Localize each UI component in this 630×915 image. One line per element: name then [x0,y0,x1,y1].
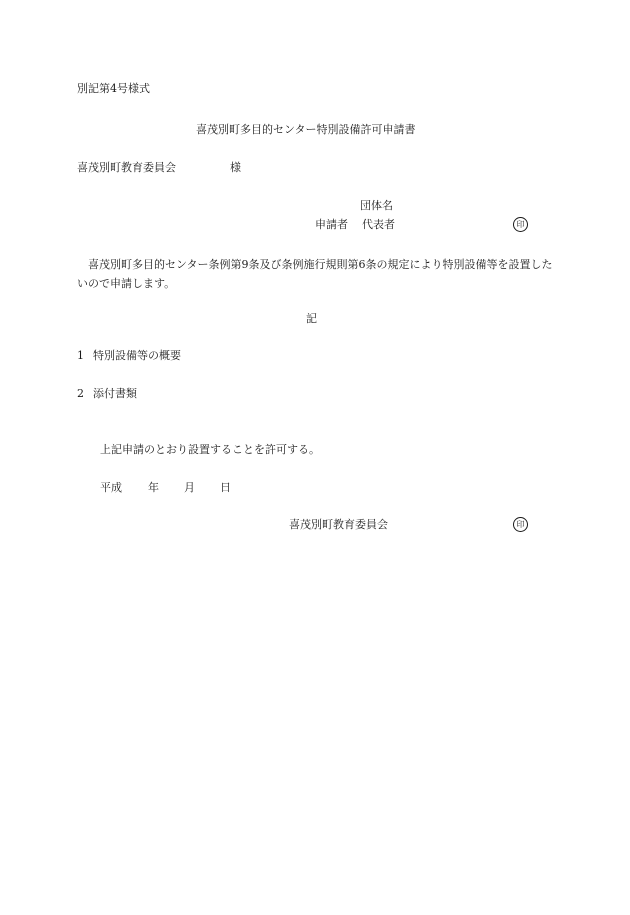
addressee-honorific: 様 [230,161,241,174]
approval-issuer: 喜茂別町教育委員会 [289,518,388,531]
document-title: 喜茂別町多目的センター特別設備許可申請書 [196,123,416,136]
approval-era: 平成 [100,481,122,494]
list-item-number: 1 [77,349,84,362]
list-item-label: 添付書類 [93,387,137,400]
applicant-seal: 印 [513,217,528,232]
list-item-number: 2 [77,387,84,400]
ki-heading: 記 [306,312,317,325]
applicant-role-label: 申請者 [315,218,348,231]
applicant-rep-label: 代表者 [362,218,395,231]
form-number: 別記第4号様式 [77,82,150,95]
application-body-text: 喜茂別町多目的センター条例第9条及び条例施行規則第6条の規定により特別設備等を設置したいので申請します。 [77,258,553,290]
approval-seal: 印 [513,517,528,532]
list-item-label: 特別設備等の概要 [93,349,181,362]
applicant-org-label: 団体名 [360,199,393,212]
addressee-name: 喜茂別町教育委員会 [77,161,176,174]
approval-month: 月 [184,481,195,494]
approval-text: 上記申請のとおり設置することを許可する。 [100,443,320,456]
approval-day: 日 [220,481,231,494]
approval-year: 年 [148,481,159,494]
